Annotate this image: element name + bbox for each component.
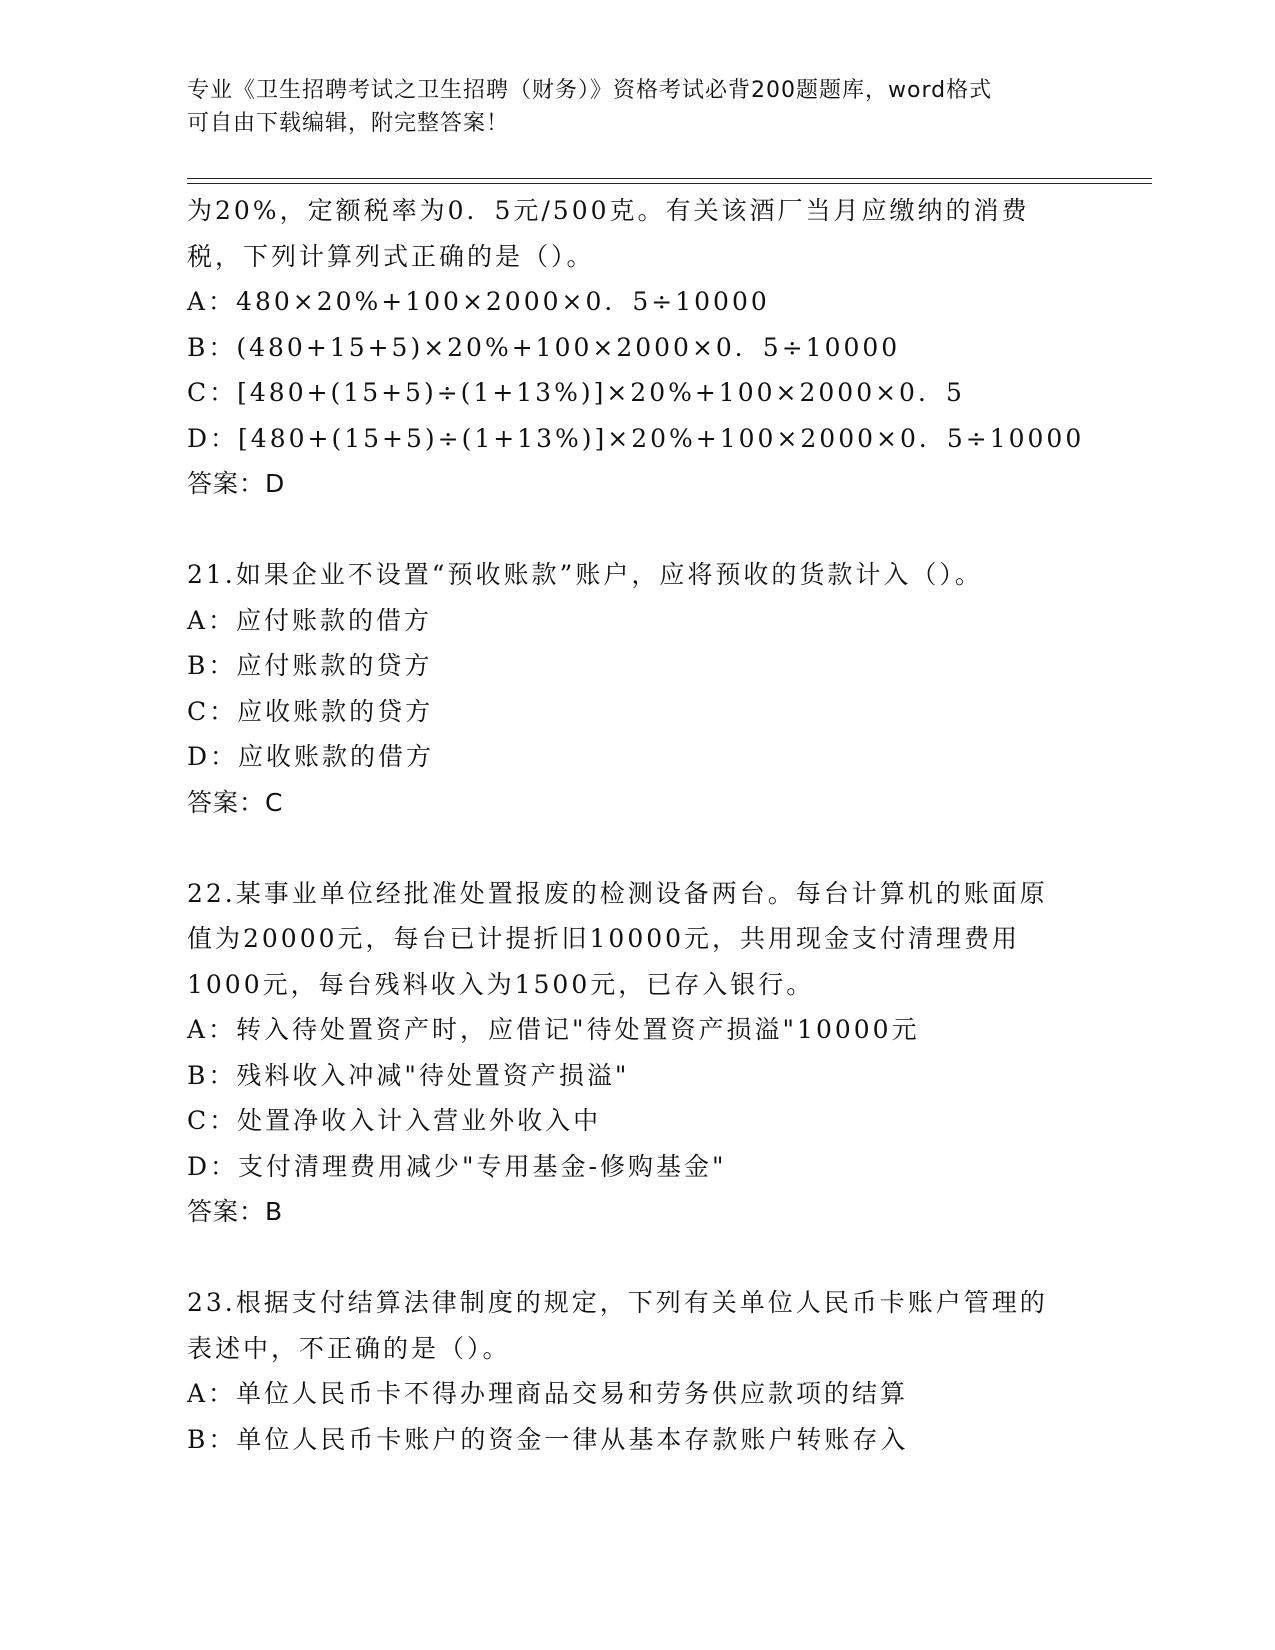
- option-d: D：[480+(15+5)÷(1+13%)]×20%+100×2000×0．5÷10000: [187, 423, 1085, 453]
- question-stem-line: 1000元，每台残料收入为1500元，已存入银行。: [187, 969, 815, 999]
- answer-label: 答案：D: [187, 469, 286, 498]
- question-stem-line: 21.如果企业不设置“预收账款”账户，应将预收的货款计入（）。: [187, 560, 983, 589]
- question-stem-line: 为20%，定额税率为0．5元/500克。有关该酒厂当月应缴纳的消费: [187, 196, 1030, 225]
- page-header: [187, 74, 1087, 140]
- question-21: [187, 552, 1087, 825]
- option-a: A：应付账款的借方: [187, 605, 433, 635]
- spacer: [187, 825, 1087, 871]
- answer-label: 答案：B: [187, 1197, 284, 1226]
- header-line-1: 专业《卫生招聘考试之卫生招聘（财务）》资格考试必背200题题库，word格式: [187, 78, 993, 103]
- option-c: C：[480+(15+5)÷(1+13%)]×20%+100×2000×0．5: [187, 378, 965, 407]
- answer-label: 答案：C: [187, 787, 284, 817]
- question-22: [187, 871, 1087, 1235]
- spacer: [187, 1235, 1087, 1281]
- question-stem-line: 22.某事业单位经批准处置报废的检测设备两台。每台计算机的账面原: [187, 878, 1048, 908]
- option-b: B：残料收入冲减"待处置资产损溢": [187, 1060, 630, 1090]
- question-23: [187, 1280, 1087, 1462]
- option-b: B：应付账款的贷方: [187, 651, 433, 680]
- header-line-2: 可自由下载编辑，附完整答案！: [187, 111, 510, 136]
- option-c: C：处置净收入计入营业外收入中: [187, 1106, 602, 1135]
- option-d: D：应收账款的借方: [187, 742, 435, 771]
- option-d: D：支付清理费用减少"专用基金-修购基金": [187, 1151, 727, 1181]
- header-divider: [187, 178, 1152, 184]
- question-stem-line: 值为20000元，每台已计提折旧10000元，共用现金支付清理费用: [187, 924, 1021, 953]
- question-stem-line: 税，下列计算列式正确的是（）。: [187, 241, 595, 271]
- option-b: B：单位人民币卡账户的资金一律从基本存款账户转账存入: [187, 1424, 909, 1454]
- question-content: [187, 188, 1087, 1462]
- question-stem-line: 表述中，不正确的是（）。: [187, 1333, 511, 1363]
- option-a: A：480×20%+100×2000×0．5÷10000: [187, 287, 770, 316]
- option-a: A：转入待处置资产时，应借记"待处置资产损溢"10000元: [187, 1015, 920, 1044]
- option-a: A：单位人民币卡不得办理商品交易和劳务供应款项的结算: [187, 1379, 909, 1408]
- spacer: [187, 507, 1087, 553]
- question-continued: [187, 188, 1087, 507]
- option-c: C：应收账款的贷方: [187, 696, 434, 726]
- question-stem-line: 23.根据支付结算法律制度的规定，下列有关单位人民币卡账户管理的: [187, 1288, 1048, 1317]
- option-b: B：(480+15+5)×20%+100×2000×0．5÷10000: [187, 332, 901, 362]
